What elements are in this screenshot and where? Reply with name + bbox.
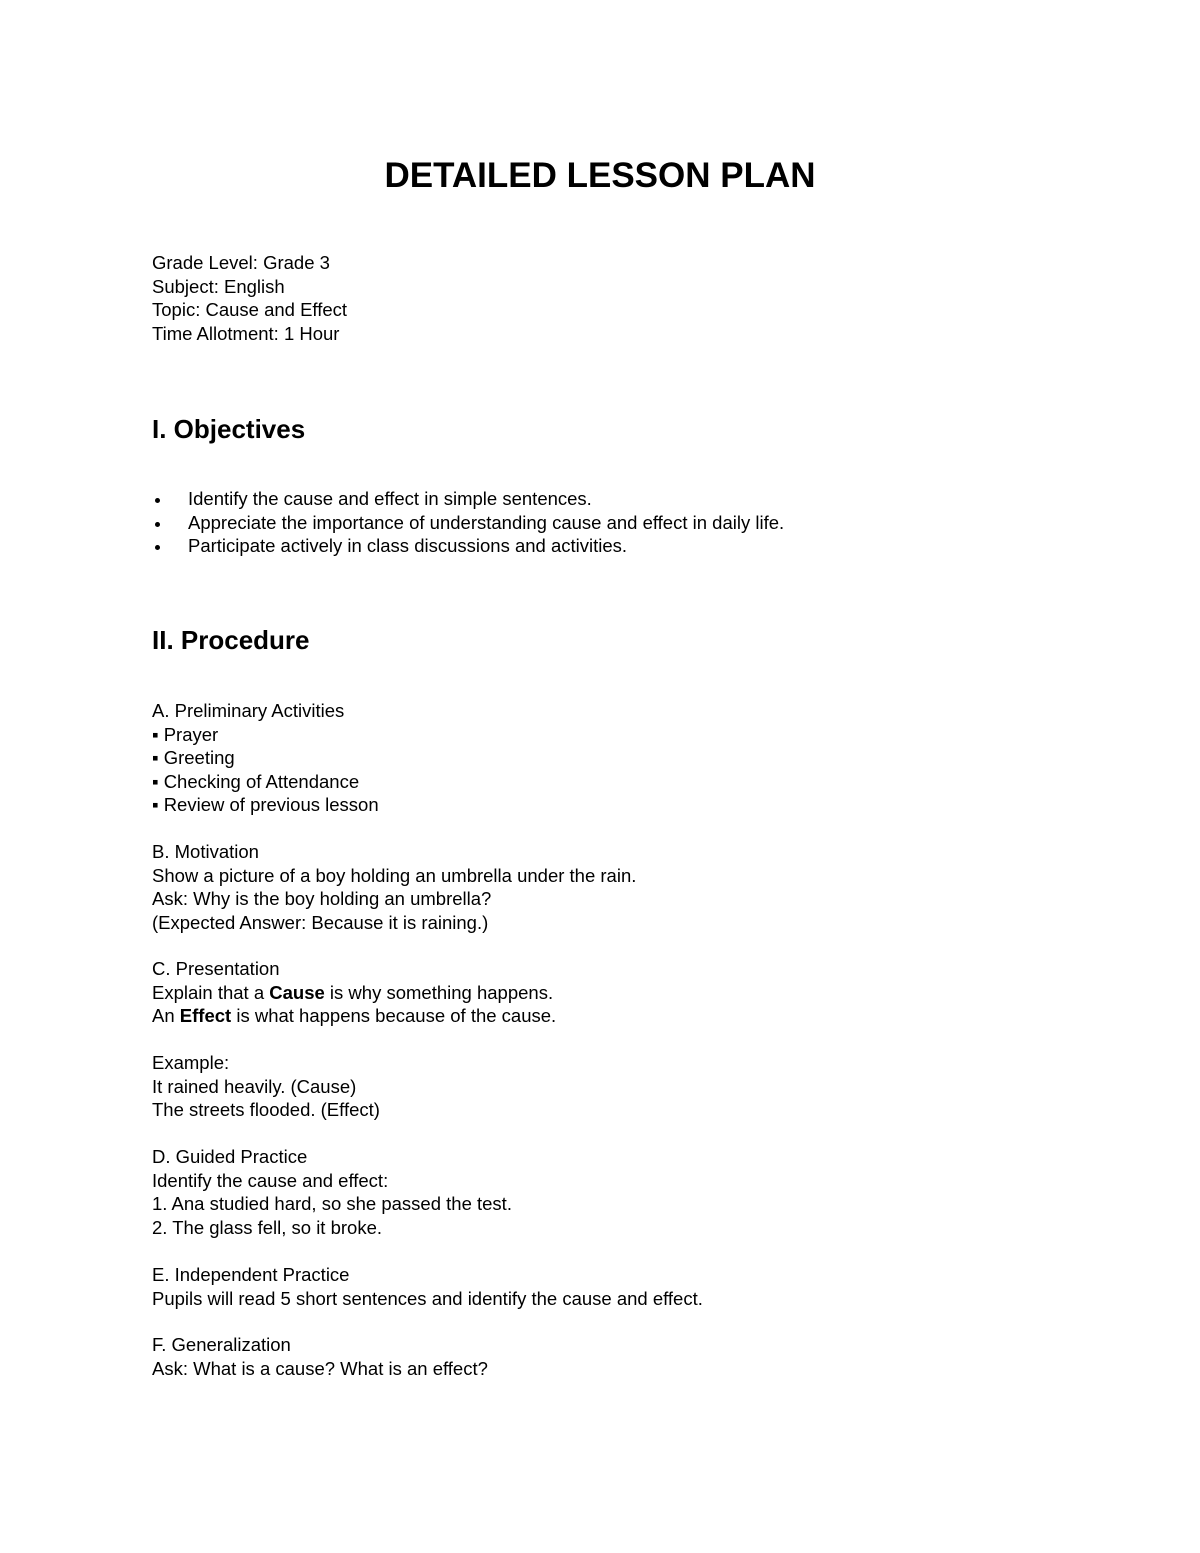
text-line: Identify the cause and effect: xyxy=(152,1169,389,1191)
page-title: DETAILED LESSON PLAN xyxy=(384,156,816,195)
generalization xyxy=(152,1333,1102,1380)
list-item: ▪ Prayer xyxy=(152,723,219,745)
bullet-icon xyxy=(155,522,160,527)
effect-term: Effect xyxy=(179,1005,232,1026)
list-item: ▪ Review of previous lesson xyxy=(152,794,379,815)
guided-practice xyxy=(152,1145,1102,1239)
subject: Subject: English xyxy=(152,275,285,297)
list-item: Identify the cause and effect in simple sentences. xyxy=(152,487,784,511)
text-line: The streets flooded. (Effect) xyxy=(152,1099,380,1120)
objectives-heading: I. Objectives xyxy=(152,414,306,444)
presentation xyxy=(152,957,1102,1028)
section-title: C. Presentation xyxy=(152,958,280,979)
list-item: Participate actively in class discussions and activities. xyxy=(152,534,784,558)
preliminary-activities xyxy=(152,699,1102,817)
text-line: Ask: Why is the boy holding an umbrella? xyxy=(152,888,492,909)
text-line: It rained heavily. (Cause) xyxy=(152,1075,357,1097)
example xyxy=(152,1051,1102,1122)
section-title: E. Independent Practice xyxy=(152,1264,350,1285)
text-line: Pupils will read 5 short sentences and identify the cause and effect. xyxy=(152,1287,703,1309)
cause-term: Cause xyxy=(269,981,325,1003)
time-allotment: Time Allotment: 1 Hour xyxy=(152,322,340,344)
procedure-heading: II. Procedure xyxy=(152,625,310,655)
section-title: Example: xyxy=(152,1052,230,1073)
text-line: An Effect is what happens because of the cause. xyxy=(152,1005,557,1026)
independent-practice xyxy=(152,1263,1102,1310)
text-line: Show a picture of a boy holding an umbrella under the rain. xyxy=(152,864,637,886)
bullet-icon xyxy=(155,545,160,550)
lesson-info xyxy=(152,251,1102,345)
text-line: 1. Ana studied hard, so she passed the test. xyxy=(152,1193,512,1214)
text-line: Explain that a Cause is why something happens. xyxy=(152,981,554,1003)
text-line: (Expected Answer: Because it is raining.) xyxy=(152,911,489,933)
objectives-list xyxy=(152,487,784,558)
list-item: ▪ Checking of Attendance xyxy=(152,770,360,792)
topic: Topic: Cause and Effect xyxy=(152,299,348,320)
list-item: Appreciate the importance of understanding cause and effect in daily life. xyxy=(152,511,784,535)
list-item: ▪ Greeting xyxy=(152,747,235,768)
section-title: D. Guided Practice xyxy=(152,1146,308,1167)
grade-level: Grade Level: Grade 3 xyxy=(152,252,330,273)
text-line: Ask: What is a cause? What is an effect? xyxy=(152,1357,488,1379)
motivation xyxy=(152,840,1102,934)
section-title: A. Preliminary Activities xyxy=(152,700,345,721)
section-title: B. Motivation xyxy=(152,841,259,862)
bullet-icon xyxy=(155,498,160,503)
text-line: 2. The glass fell, so it broke. xyxy=(152,1216,382,1238)
section-title: F. Generalization xyxy=(152,1334,291,1355)
